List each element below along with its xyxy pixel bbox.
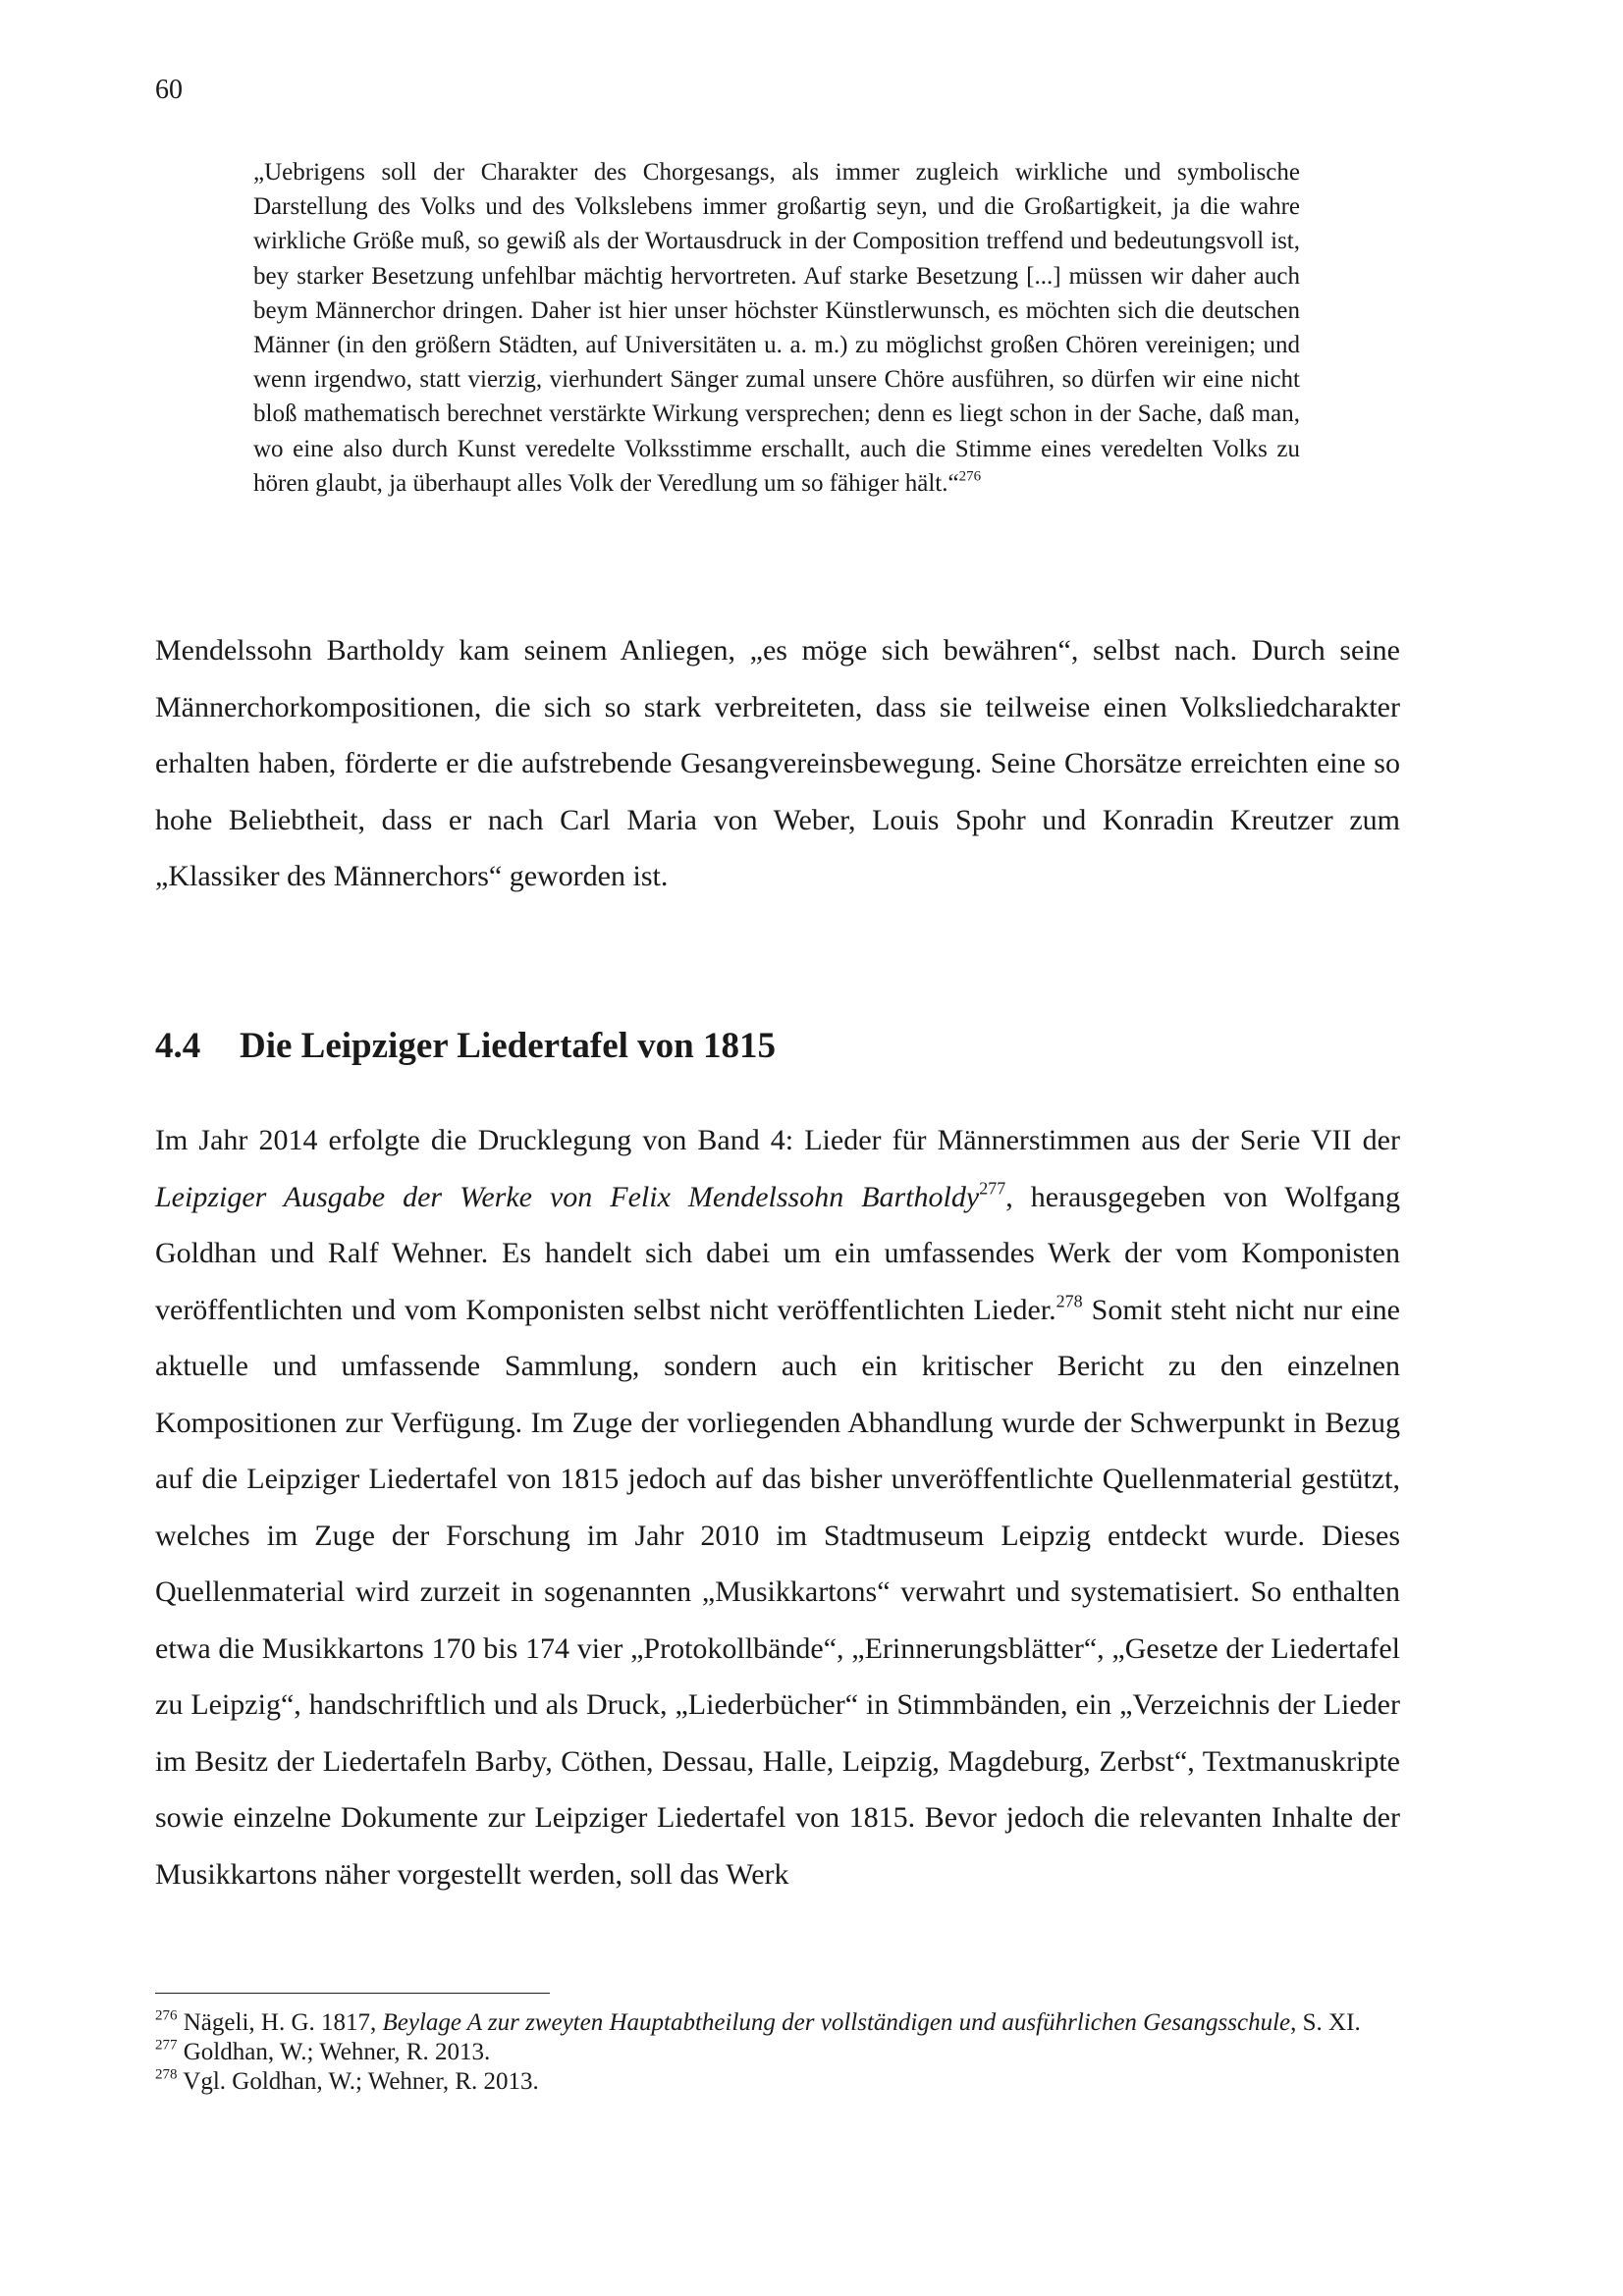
footnotes — [155, 2008, 1400, 2097]
page-number: 60 — [155, 75, 183, 105]
footnote-text: Nägeli, H. G. 1817, — [177, 2009, 383, 2036]
footnote-278 — [155, 2067, 1400, 2097]
block-quote — [253, 155, 1300, 501]
paragraph-2-text — [155, 1112, 1400, 1902]
footnote-number: 277 — [155, 2037, 178, 2054]
section-number: 4.4 — [155, 1026, 201, 1066]
section-title: Die Leipziger Liedertafel von 1815 — [240, 1026, 776, 1066]
paragraph-2-part-c: Somit steht nicht nur eine aktuelle und umfassende Sammlung, sondern auch ein kritischer Bericht zu den einzelnen Kompositionen zur Verfügung. Im Zuge der vorliegenden Abhandlung wurde der Schwerpunkt in Bezug auf die Leipziger Liedertafel von 1815 jedoch auf das bisher unveröffentlichte Quellenmaterial gestützt, welches im Zuge der Forschung im Jahr 2010 im Stadtmuseum Leipzig entdeckt wurde. Dieses Quellenmaterial wird zurzeit in sogenannten „Musikkartons“ verwahrt und systematisiert. So enthalten etwa die Musikkartons 170 bis 174 vier „Protokollbände“, „Erinnerungsblätter“, „Gesetze der Liedertafel zu Leipzig“, handschriftlich und als Druck, „Liederbücher“ in Stimmbänden, ein „Verzeichnis der Lieder im Besitz der Liedertafeln Barby, Cöthen, Dessau, Halle, Leipzig, Magdeburg, Zerbst“, Textmanuskripte sowie einzelne Dokumente zur Leipziger Liedertafel von 1815. Bevor jedoch die relevanten Inhalte der Musikkartons näher vorgestellt werden, soll das Werk — [155, 1293, 1400, 1891]
body-paragraph-1 — [155, 622, 1400, 905]
footnote-text-after: , S. XI. — [1290, 2009, 1361, 2036]
block-quote-text — [253, 155, 1300, 501]
paragraph-2-part-a: Im Jahr 2014 erfolgte die Drucklegung von Band 4: Lieder für Männerstimmen aus der Serie VII der — [155, 1124, 1400, 1156]
footnote-number: 278 — [155, 2066, 178, 2083]
footnote-ref-277[interactable]: 277 — [979, 1177, 1006, 1198]
section-heading — [155, 1028, 776, 1064]
footnote-ref-276[interactable]: 276 — [958, 468, 982, 485]
paragraph-1-text: Mendelssohn Bartholdy kam seinem Anliegen, „es möge sich bewähren“, selbst nach. Durch seine Männerchorkompositionen, die sich so stark verbreiteten, dass sie teilweise einen Volksliedcharakter erhalten haben, förderte er die aufstrebende Gesangvereinsbewegung. Seine Chorsätze erreichten eine so hohe Beliebtheit, dass er nach Carl Maria von Weber, Louis Spohr und Konradin Kreutzer zum „Klassiker des Männerchors“ geworden ist. — [155, 634, 1400, 892]
footnote-divider — [155, 1993, 550, 1994]
body-paragraph-2 — [155, 1112, 1400, 1902]
footnote-ref-278[interactable]: 278 — [1055, 1290, 1083, 1310]
footnote-text: Vgl. Goldhan, W.; Wehner, R. 2013. — [177, 2068, 539, 2095]
edition-title: Leipziger Ausgabe der Werke von Felix Mendelssohn Bartholdy — [155, 1180, 980, 1213]
paragraph-2-part-b: , herausgegeben von Wolfgang Goldhan und Ralf Wehner. Es handelt sich dabei um ein umfassendes Werk der vom Komponisten veröffentlichten und vom Komponisten selbst nicht veröffentlichten Lieder. — [155, 1180, 1400, 1326]
footnote-italic-title: Beylage A zur zweyten Hauptabtheilung der vollständigen und ausführlichen Gesangsschule — [382, 2009, 1291, 2036]
footnote-277 — [155, 2038, 1400, 2067]
footnote-276 — [155, 2008, 1400, 2038]
footnote-text: Goldhan, W.; Wehner, R. 2013. — [177, 2039, 491, 2065]
block-quote-body: „Uebrigens soll der Charakter des Chorgesangs, als immer zugleich wirkliche und symbolische Darstellung des Volks und des Volkslebens immer großartig seyn, und die Großartigkeit, ja die wahre wirkliche Größe muß, so gewiß als der Wortausdruck in der Composition treffend und bedeutungsvoll ist, bey starker Besetzung unfehlbar mächtig hervortreten. Auf starke Besetzung [...] müssen wir daher auch beym Männerchor dringen. Daher ist hier unser höchster Künstlerwunsch, es möchten sich die deutschen Männer (in den größern Städten, auf Universitäten u. a. m.) zu möglichst großen Chören vereinigen; und wenn irgendwo, statt vierzig, vierhundert Sänger zumal unsere Chöre ausführen, so dürfen wir eine nicht bloß mathematisch berechnet verstärkte Wirkung versprechen; denn es liegt schon in der Sache, daß man, wo eine also durch Kunst veredelte Volksstimme erschallt, auch die Stimme eines veredelten Volks zu hören glaubt, ja überhaupt alles Volk der Veredlung um so fähiger hält.“ — [253, 159, 1300, 497]
footnote-number: 276 — [155, 2007, 178, 2024]
